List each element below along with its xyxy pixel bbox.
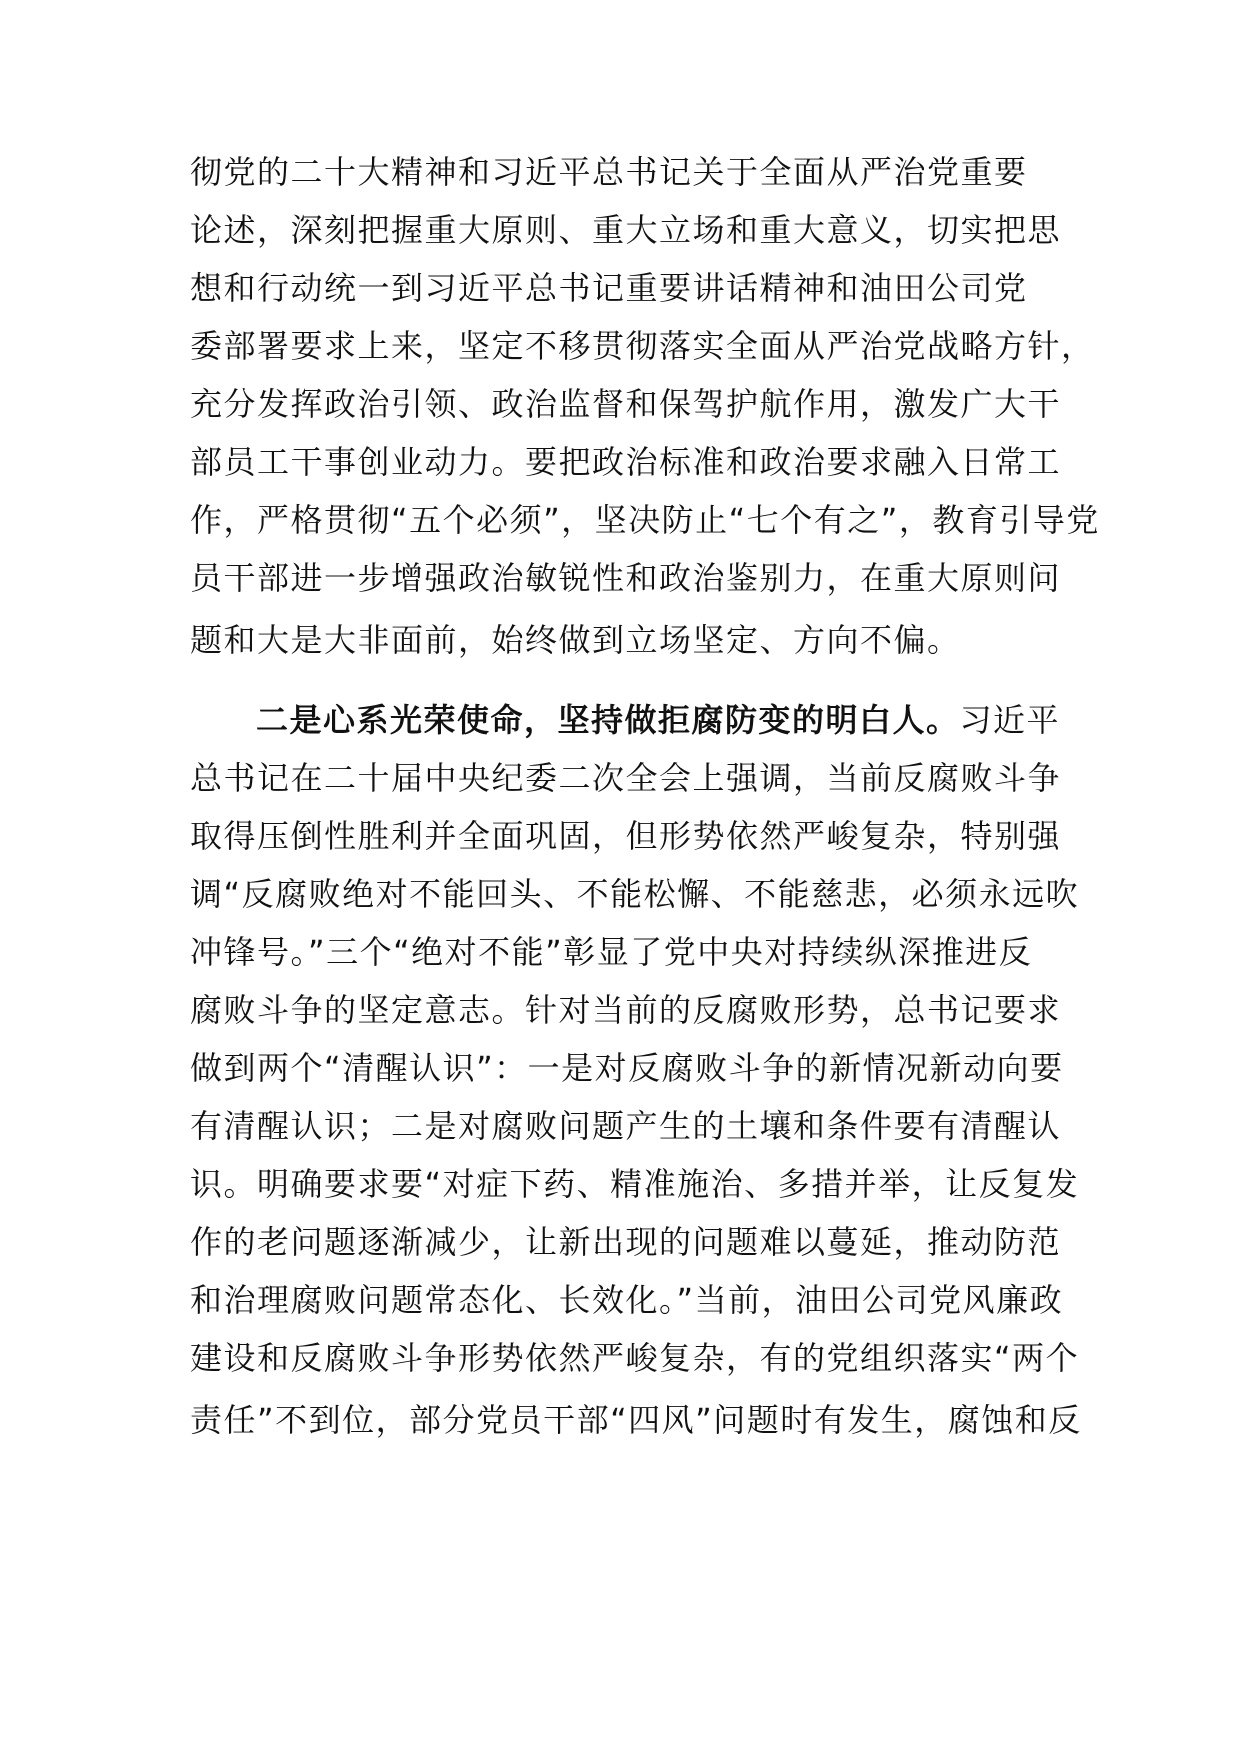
- text-line: 充分发挥政治引领、政治监督和保驾护航作用，激发广大干: [190, 385, 1062, 423]
- text-line: 委部署要求上来，坚定不移贯彻落实全面从严治党战略方针，: [190, 327, 1095, 365]
- text-line: 论述，深刻把握重大原则、重大立场和重大意义，切实把思: [190, 211, 1062, 249]
- text-line: 腐败斗争的坚定意志。针对当前的反腐败形势，总书记要求: [190, 991, 1062, 1029]
- text-line: 取得压倒性胜利并全面巩固，但形势依然严峻复杂，特别强: [190, 817, 1062, 855]
- text-line: 作，严格贯彻“五个必须”，坚决防止“七个有之”，教育引导党: [190, 501, 1100, 539]
- text-line: 冲锋号。”三个“绝对不能”彰显了党中央对持续纵深推进反: [190, 933, 1033, 971]
- text-line: 想和行动统一到习近平总书记重要讲话精神和油田公司党: [190, 269, 1028, 307]
- text-line: 有清醒认识；二是对腐败问题产生的土壤和条件要有清醒认: [190, 1107, 1062, 1145]
- text-line: 员干部进一步增强政治敏锐性和政治鉴别力，在重大原则问: [190, 559, 1062, 597]
- text-line: 题和大是大非面前，始终做到立场坚定、方向不偏。: [190, 621, 961, 659]
- text-line: 作的老问题逐渐减少，让新出现的问题难以蔓延，推动防范: [190, 1223, 1062, 1261]
- text-line: 彻党的二十大精神和习近平总书记关于全面从严治党重要: [190, 153, 1028, 191]
- text-line: 责任”不到位，部分党员干部“四风”问题时有发生，腐蚀和反: [190, 1401, 1082, 1439]
- text-span: 习近平: [959, 701, 1061, 739]
- text-line: 总书记在二十届中央纪委二次全会上强调，当前反腐败斗争: [190, 759, 1062, 797]
- text-line: 和治理腐败问题常态化、长效化。”当前，油田公司党风廉政: [190, 1281, 1064, 1319]
- section-heading: 二是心系光荣使命，坚持做拒腐防变的明白人。: [256, 701, 960, 739]
- paragraph-first-line: [256, 700, 1070, 740]
- text-line: 识。明确要求要“对症下药、精准施治、多措并举，让反复发: [190, 1165, 1080, 1203]
- text-line: 做到两个“清醒认识”：一是对反腐败斗争的新情况新动向要: [190, 1049, 1064, 1087]
- text-line: 部员工干事创业动力。要把政治标准和政治要求融入日常工: [190, 443, 1062, 481]
- text-line: 建设和反腐败斗争形势依然严峻复杂，有的党组织落实“两个: [190, 1339, 1080, 1377]
- text-line: 调“反腐败绝对不能回头、不能松懈、不能慈悲，必须永远吹: [190, 875, 1080, 913]
